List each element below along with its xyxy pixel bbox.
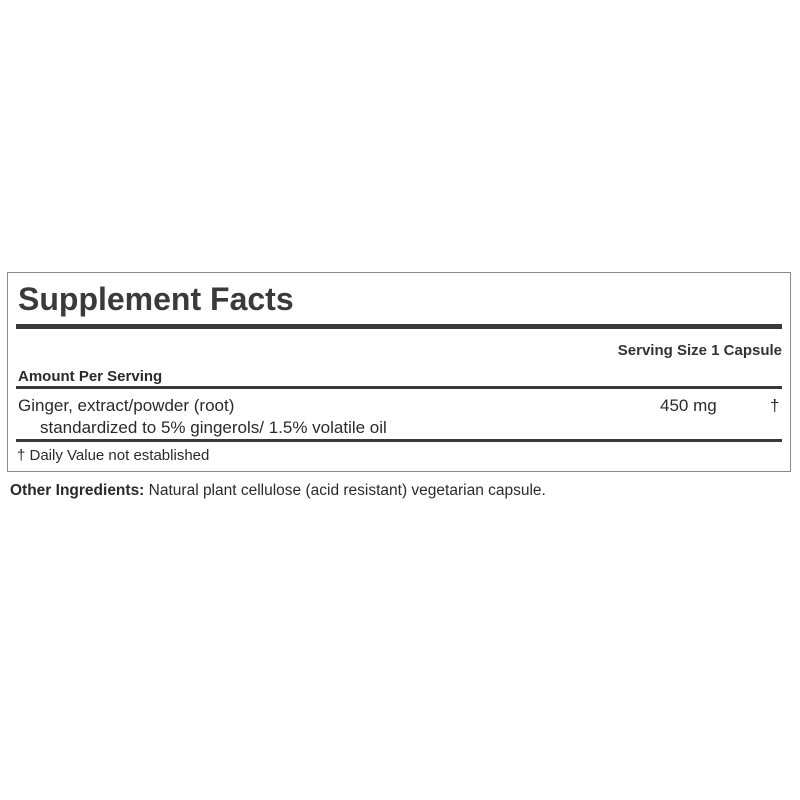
other-ingredients-text: Natural plant cellulose (acid resistant) vegetarian capsule. xyxy=(144,482,546,499)
ingredient-detail: standardized to 5% gingerols/ 1.5% volatile oil xyxy=(40,418,387,437)
serving-size: Serving Size 1 Capsule xyxy=(617,342,782,359)
footnote-divider xyxy=(16,439,782,442)
other-ingredients xyxy=(10,483,546,499)
ingredient-name: Ginger, extract/powder (root) xyxy=(18,396,235,415)
header-divider xyxy=(16,386,782,389)
other-ingredients-label: Other Ingredients: xyxy=(10,482,145,499)
supplement-facts-title: Supplement Facts xyxy=(18,281,294,317)
ingredient-daily-value: † xyxy=(770,396,780,415)
amount-per-serving-header: Amount Per Serving xyxy=(18,368,163,385)
supplement-facts-panel xyxy=(7,272,791,472)
ingredient-amount: 450 mg xyxy=(660,396,717,415)
title-divider xyxy=(16,324,782,329)
daily-value-footnote: † Daily Value not established xyxy=(17,447,210,464)
